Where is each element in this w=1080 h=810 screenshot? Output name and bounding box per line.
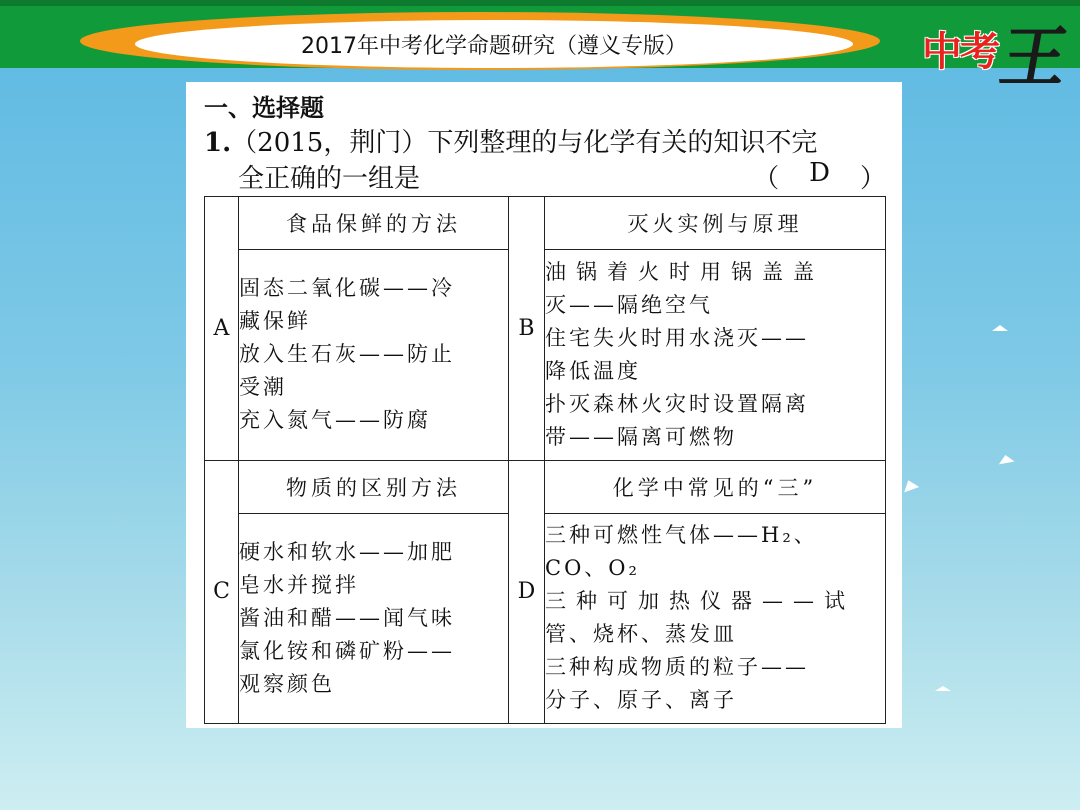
option-c-line: 酱油和醋——闻气味 (239, 605, 455, 630)
header-bar (0, 0, 1080, 96)
option-b-line: 住宅失火时用水浇灭—— (545, 325, 809, 350)
option-d-heading: 化学中常见的“三” (545, 460, 886, 513)
decor-bird (992, 325, 1008, 331)
answer-paren-open: （ (753, 164, 780, 194)
option-letter-a: A (205, 197, 239, 461)
option-d-line: 三种可燃性气体——H₂、 (545, 523, 818, 548)
logo-text-zhongkao: 中考 (922, 29, 998, 75)
answer-blank (753, 158, 886, 195)
option-d-line: 管、烧杯、蒸发皿 (545, 622, 737, 647)
section-title: 一、选择题 (204, 93, 324, 122)
decor-bird (997, 454, 1014, 465)
option-c-line: 观察颜色 (239, 671, 335, 696)
answer-paren-close: ） (859, 164, 886, 194)
zhongkaowang-logo (918, 10, 1074, 96)
logo-text-wang: 王 (994, 18, 1074, 96)
option-b-content (545, 250, 886, 461)
option-b-line: 带——隔离可燃物 (545, 424, 737, 449)
option-b-heading: 灭火实例与原理 (545, 197, 886, 250)
option-c-content (239, 513, 509, 724)
option-a-line: 藏保鲜 (239, 309, 311, 334)
option-b-line: 灭——隔绝空气 (545, 292, 713, 317)
option-b-line: 降低温度 (545, 358, 641, 383)
question-text-line2: 全正确的一组是 (238, 164, 421, 194)
option-letter-c: C (205, 460, 239, 724)
header-title: 2017年中考化学命题研究（遵义专版） (135, 20, 853, 68)
question-panel (186, 82, 902, 728)
option-a-line: 固态二氧化碳——冷 (239, 276, 455, 301)
decor-bird (901, 478, 919, 493)
option-d-line: 分子、原子、离子 (545, 688, 737, 713)
option-c-line: 氯化铵和磷矿粉—— (239, 638, 455, 663)
option-a-line: 受潮 (239, 375, 287, 400)
option-a-line: 充入氮气——防腐 (239, 408, 431, 433)
decor-bird (935, 686, 951, 691)
option-b-line: 油锅着火时用锅盖盖 (545, 259, 824, 284)
option-d-line: CO、O₂ (545, 556, 640, 581)
answer-value: D (809, 158, 830, 188)
option-b-line: 扑灭森林火灾时设置隔离 (545, 391, 809, 416)
option-a-line: 放入生石灰——防止 (239, 342, 455, 367)
option-a-content (239, 250, 509, 461)
option-letter-d: D (509, 460, 545, 724)
option-d-line: 三种可加热仪器——试 (545, 589, 855, 614)
question-stem: （2015，荆门）下列整理的与化学有关的知识不完 (231, 128, 818, 158)
option-c-line: 皂水并搅拌 (239, 572, 359, 597)
option-c-line: 硬水和软水——加肥 (239, 539, 455, 564)
option-d-content (545, 513, 886, 724)
option-a-heading: 食品保鲜的方法 (239, 197, 509, 250)
option-letter-b: B (509, 197, 545, 461)
option-c-heading: 物质的区别方法 (239, 460, 509, 513)
question-number: 1. (204, 128, 232, 158)
question-text-line1 (204, 122, 817, 159)
options-table (204, 196, 886, 724)
option-d-line: 三种构成物质的粒子—— (545, 655, 809, 680)
